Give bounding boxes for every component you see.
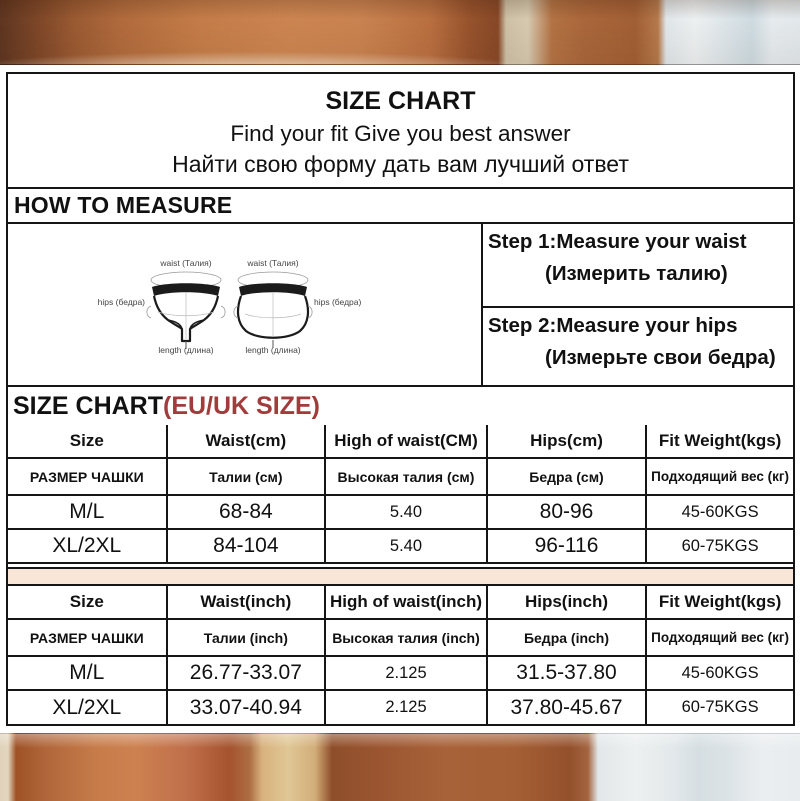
table-cell: 60-75KGS: [646, 529, 793, 563]
table-cell: 84-104: [167, 529, 326, 563]
table-cell: 60-75KGS: [646, 690, 793, 724]
col-header-ru: Талии (inch): [167, 619, 326, 656]
table-cell: M/L: [8, 656, 167, 690]
col-header-ru: Бедра (см): [487, 458, 646, 495]
measure-section: [8, 222, 793, 385]
size-chart-eu-uk-heading: [8, 385, 793, 425]
col-header: Waist(cm): [167, 425, 326, 458]
page-title: SIZE CHART: [325, 87, 476, 115]
peach-divider-band: [8, 567, 793, 586]
product-photo-bottom: [0, 733, 800, 801]
size-chart-heading-red: (EU/UK SIZE): [163, 391, 320, 420]
step-2-subtitle: (Измерьте свои бедра): [545, 346, 776, 369]
title-section: [8, 74, 793, 187]
size-chart-heading-black: SIZE CHART: [13, 391, 163, 420]
table-cell: XL/2XL: [8, 529, 167, 563]
panty-diagram-svg: [8, 224, 481, 387]
table-cell: 45-60KGS: [646, 495, 793, 529]
panty-measure-diagram: [8, 224, 481, 387]
front-length-label: length (длина): [158, 345, 214, 355]
table-cell: 68-84: [167, 495, 326, 529]
table-cell: 2.125: [325, 656, 487, 690]
table-cell: XL/2XL: [8, 690, 167, 724]
col-header: High of waist(CM): [325, 425, 487, 458]
table-row: [8, 425, 793, 458]
subtitle-russian: Найти свою форму дать вам лучший ответ: [172, 151, 629, 177]
col-header-ru: Подходящий вес (кг): [646, 619, 793, 656]
table-row: [8, 619, 793, 656]
step-1-title: Step 1:Measure your waist: [488, 230, 747, 253]
table-row: [8, 495, 793, 529]
col-header: Fit Weight(kgs): [646, 425, 793, 458]
table-cell: M/L: [8, 495, 167, 529]
size-table-cm: [8, 425, 793, 564]
table-cell: 5.40: [325, 495, 487, 529]
step-2-title: Step 2:Measure your hips: [488, 314, 738, 337]
col-header: High of waist(inch): [325, 586, 487, 619]
col-header: Fit Weight(kgs): [646, 586, 793, 619]
table-cell: 33.07-40.94: [167, 690, 326, 724]
col-header: Hips(inch): [487, 586, 646, 619]
table-cell: 31.5-37.80: [487, 656, 646, 690]
front-hips-label: hips (бедра): [97, 297, 145, 307]
step-2-box: [483, 306, 793, 387]
table-cell: 37.80-45.67: [487, 690, 646, 724]
table-cell: 80-96: [487, 495, 646, 529]
table-row: [8, 529, 793, 563]
table-row: [8, 458, 793, 495]
table-cell: 45-60KGS: [646, 656, 793, 690]
col-header-ru: Высокая талия (см): [325, 458, 487, 495]
size-table-inch-table: [8, 586, 793, 724]
col-header-ru: Подходящий вес (кг): [646, 458, 793, 495]
col-header-ru: РАЗМЕР ЧАШКИ: [8, 619, 167, 656]
col-header: Size: [8, 586, 167, 619]
col-header-ru: Высокая талия (inch): [325, 619, 487, 656]
col-header: Waist(inch): [167, 586, 326, 619]
back-hips-label: hips (бедра): [314, 297, 362, 307]
col-header-ru: Бедра (inch): [487, 619, 646, 656]
step-1-box: [483, 224, 793, 306]
how-to-measure-heading: HOW TO MEASURE: [8, 187, 793, 222]
table-row: [8, 586, 793, 619]
table-cell: 26.77-33.07: [167, 656, 326, 690]
table-row: [8, 656, 793, 690]
table-cell: 2.125: [325, 690, 487, 724]
col-header-ru: РАЗМЕР ЧАШКИ: [8, 458, 167, 495]
product-photo-top: [0, 0, 800, 65]
step-1-subtitle: (Измерить талию): [545, 262, 728, 285]
back-waist-label: waist (Талия): [247, 258, 299, 268]
measure-steps: [481, 224, 793, 387]
col-header: Size: [8, 425, 167, 458]
size-table-cm-table: [8, 425, 793, 564]
panty-front-drawing: [98, 258, 225, 355]
table-cell: 5.40: [325, 529, 487, 563]
col-header: Hips(cm): [487, 425, 646, 458]
table-row: [8, 690, 793, 724]
size-table-inch: [8, 586, 793, 724]
subtitle-english: Find your fit Give you best answer: [230, 121, 571, 146]
col-header-ru: Талии (см): [167, 458, 326, 495]
panty-back-drawing: [234, 258, 362, 355]
front-waist-label: waist (Талия): [160, 258, 212, 268]
back-length-label: length (длина): [245, 345, 301, 355]
size-chart-panel: [6, 72, 795, 726]
table-cell: 96-116: [487, 529, 646, 563]
